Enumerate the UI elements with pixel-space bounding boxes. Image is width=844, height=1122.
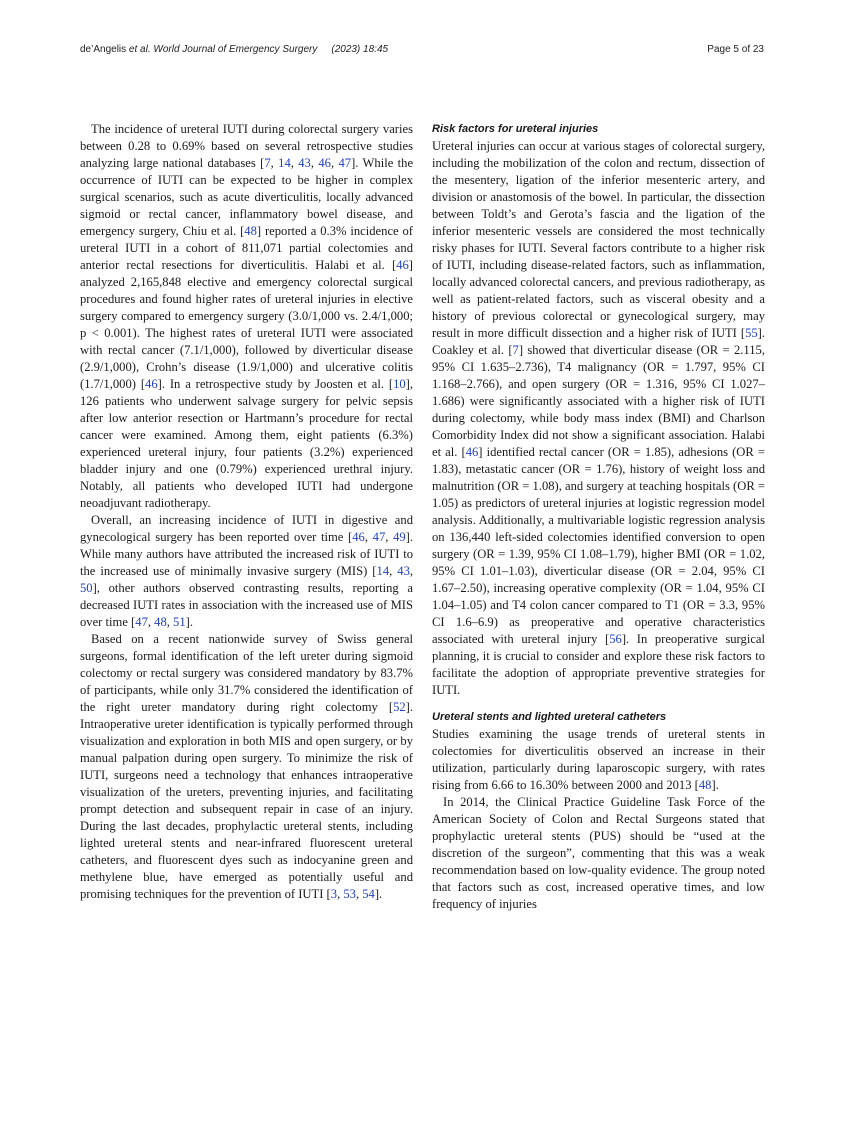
- header-journal: et al. World Journal of Emergency Surgery: [126, 44, 318, 55]
- text-run: ,: [385, 530, 394, 544]
- citation-link[interactable]: 43: [397, 564, 410, 578]
- citation-link[interactable]: 51: [173, 615, 186, 629]
- paragraph: [432, 726, 765, 794]
- text-run: ] reported a 0.3% incidence of ureteral IUTI in a cohort of 811,071 partial colectomies and anterior rectal resections for diverticulitis. Halabi et al. [: [80, 224, 413, 272]
- citation-link[interactable]: 14: [376, 564, 390, 578]
- text-run: Overall, an increasing incidence of IUTI in digestive and gynecological surgery has been reported over time [: [80, 513, 413, 544]
- running-header: [80, 44, 388, 55]
- text-run: ] identified rectal cancer (OR = 1.85), adhesions (OR = 1.83), metastatic cancer (OR = 1.76), history of weight loss and malnutrition (OR = 1.08), and surgery at teaching hospitals (OR = 1.05) as predictors of ureteral injuries at logistic regression model analysis. Additionally, a multivariable logistic regression analysis on 136,440 left-sided colectomies identified conversion to open surgery (OR = 1.39, 95% CI 1.08–1.79), higher BMI (OR = 1.02, 95% CI 1.01–1.03), diverticular disease (OR = 2.04, 95% CI 1.67–2.50), increasing operative complexity (OR = 1.04, 95% CI 1.04–1.05) and T4 colon cancer compared to T1 (OR = 3.3, 95% CI 1.6–6.9) as preoperative and operative characteristics associated with ureteral injury [: [432, 445, 765, 646]
- section-heading: Ureteral stents and lighted ureteral catheters: [432, 711, 667, 723]
- text-run: ,: [364, 530, 373, 544]
- citation-link[interactable]: 48: [154, 615, 167, 629]
- text-run: Studies examining the usage trends of ureteral stents in colectomies for diverticulitis observed an increase in their utilization, particularly during laparoscopic surgery, with rates rising from 6.66 to 16.30% between 2000 and 2013 [: [432, 727, 765, 792]
- text-run: ].: [711, 778, 719, 792]
- text-run: ]. While many authors have attributed the increased risk of IUTI to the increased use of minimally invasive surgery (MIS) [: [80, 530, 413, 578]
- citation-link[interactable]: 7: [264, 156, 271, 170]
- citation-link[interactable]: 52: [393, 700, 406, 714]
- paragraph: [432, 138, 765, 699]
- citation-link[interactable]: 53: [343, 887, 356, 901]
- citation-link[interactable]: 3: [330, 887, 338, 901]
- citation-link[interactable]: 10: [393, 377, 406, 391]
- citation-link[interactable]: 43: [298, 156, 311, 170]
- text-run: ,: [290, 156, 299, 170]
- text-run: ,: [310, 156, 319, 170]
- citation-link[interactable]: 47: [135, 615, 148, 629]
- citation-link[interactable]: 14: [278, 156, 291, 170]
- text-run: ]. In preoperative surgical planning, it is crucial to consider and explore these risk factors to facilitate the adoption of appropriate preventive strategies for IUTI.: [432, 632, 765, 697]
- text-run: ,: [409, 564, 414, 578]
- text-run: ,: [270, 156, 279, 170]
- section-heading: Risk factors for ureteral injuries: [432, 123, 599, 135]
- left-column: [80, 121, 413, 903]
- text-run: ]. While the occurrence of IUTI can be expected to be higher in complex surgical scenarios, such as acute diverticulitis, locally advanced sigmoid or rectal cancer, inflammatory bowel disease, and emergency surgery, Chiu et al. [: [80, 156, 414, 238]
- citation-link[interactable]: 46: [396, 258, 409, 272]
- citation-link[interactable]: 55: [745, 326, 758, 340]
- citation-link[interactable]: 50: [80, 581, 93, 595]
- text-run: Ureteral injuries can occur at various stages of colorectal surgery, including the mobilization of the colon and rectum, dissection of the mesentery, ligation of the inferior mesenteric artery, and division or anastomosis of the bowel. In particular, the dissection between Toldt’s and Gerota’s fascia and the ligation of the inferior mesenteric vessels are considered the most technically risky phases for IUTI. Several factors contribute to a higher risk of IUTI, including disease-related factors, such as inflammation, locally advanced colorectal cancers, and previous radiotherapy, as well as patient-related factors, such as visceral obesity and a history of previous colorectal or gynecological surgery, may result in more difficult dissection and a higher risk of IUTI [: [432, 139, 765, 340]
- citation-link[interactable]: 46: [352, 530, 365, 544]
- text-run: ,: [389, 564, 398, 578]
- paragraph: [432, 794, 765, 913]
- text-run: ]. Intraoperative ureter identification is typically performed through visualization and exploration in both MIS and open surgery, or by manual palpation during open surgery. To minimize the risk of IUTI, surgeons need a technology that enhances intraoperative visualization of the ureters, preventing injuries, and facilitating prompt detection and subsequent repair in case of an injury. During the last decades, prophylactic ureteral stents, including lighted ureteral stents and near-infrared fluorescent ureteral catheters, and fluorescent dyes such as indocyanine green and methylene blue, have emerged as potentially useful and promising techniques for the prevention of IUTI [: [80, 700, 413, 901]
- text-run: ,: [166, 615, 174, 629]
- header-year-volume: (2023) 18:45: [331, 44, 389, 55]
- text-run: ,: [355, 887, 363, 901]
- citation-link[interactable]: 47: [372, 530, 386, 544]
- citation-link[interactable]: 46: [465, 445, 479, 459]
- text-run: ]. Coakley et al. [: [432, 326, 765, 357]
- text-run: ].: [374, 887, 383, 901]
- header-authors: de’Angelis: [80, 44, 127, 55]
- paragraph: [80, 631, 413, 903]
- text-run: ] showed that diverticular disease (OR = 2.115, 95% CI 1.635–2.736), T4 malignancy (OR = 1.797, 95% CI 1.168–2.766), and open surgery (OR = 1.316, 95% CI 1.027–1.686) were significantly associated with a higher risk of IUTI during colectomy, while body mass index (BMI) and Charlson Comorbidity Index did not show a significant association. Halabi et al. [: [432, 343, 766, 459]
- page-number: Page 5 of 23: [707, 44, 764, 55]
- citation-link[interactable]: 46: [318, 156, 331, 170]
- citation-link[interactable]: 49: [393, 530, 406, 544]
- citation-link[interactable]: 47: [338, 156, 352, 170]
- citation-link[interactable]: 7: [512, 343, 519, 357]
- text-run: ,: [330, 156, 339, 170]
- text-run: ] analyzed 2,165,848 elective and emergency colorectal surgical procedures and found higher rates of ureteral injuries in elective surgery compared to emergency surgery (3.0/1,000 vs. 2.4/1,000; p < 0.001). The highest rates of ureteral IUTI were associated with rectal cancer (7.1/1,000), followed by diverticular disease (2.9/1,000), Crohn’s disease (1.9/1,000) and ulcerative colitis (1.7/1,000) [: [80, 258, 413, 391]
- text-run: Based on a recent nationwide survey of Swiss general surgeons, formal identification of the left ureter during sigmoid colectomy or rectal surgery was considered mandatory by 83.7% of participants, while only 31.7% considered the identification of the right ureter mandatory during right colectomy [: [80, 632, 413, 714]
- text-run: ], 126 patients who underwent salvage surgery for pelvic sepsis after low anterior resection or Hartmann’s procedure for rectal cancer were examined. Among them, eight patients (6.3%) experienced ureteral injury, four patients (3.2%) experienced bladder injury and one (0.79%) experienced urethral injury. Notably, all patients who developed IUTI had undergone neoadjuvant radiotherapy.: [80, 377, 413, 510]
- text-run: ,: [337, 887, 344, 901]
- paragraph: [80, 512, 413, 631]
- citation-link[interactable]: 46: [145, 377, 158, 391]
- citation-link[interactable]: 48: [698, 778, 712, 792]
- citation-link[interactable]: 56: [609, 632, 622, 646]
- text-run: ]. In a retrospective study by Joosten et al. [: [157, 377, 394, 391]
- paragraph: [80, 121, 413, 512]
- text-run: In 2014, the Clinical Practice Guideline Task Force of the American Society of Colon and Rectal Surgeons stated that prophylactic ureteral stents (PUS) should be “used at the discretion of the surgeon”, commenting that this was a weak recommendation based on low-quality evidence. The group noted that factors such as cost, increased operative times, and low frequency of injuries: [432, 795, 765, 911]
- text-run: The incidence of ureteral IUTI during colorectal surgery varies between 0.28 to 0.69% based on several retrospective studies analyzing large national databases [: [80, 122, 413, 170]
- text-run: ].: [185, 615, 193, 629]
- citation-link[interactable]: 48: [244, 224, 257, 238]
- text-run: ,: [147, 615, 155, 629]
- text-run: ], other authors observed contrasting results, reporting a decreased IUTI rates in association with the increased use of MIS over time [: [80, 581, 413, 629]
- right-column: [432, 121, 765, 913]
- citation-link[interactable]: 54: [362, 887, 375, 901]
